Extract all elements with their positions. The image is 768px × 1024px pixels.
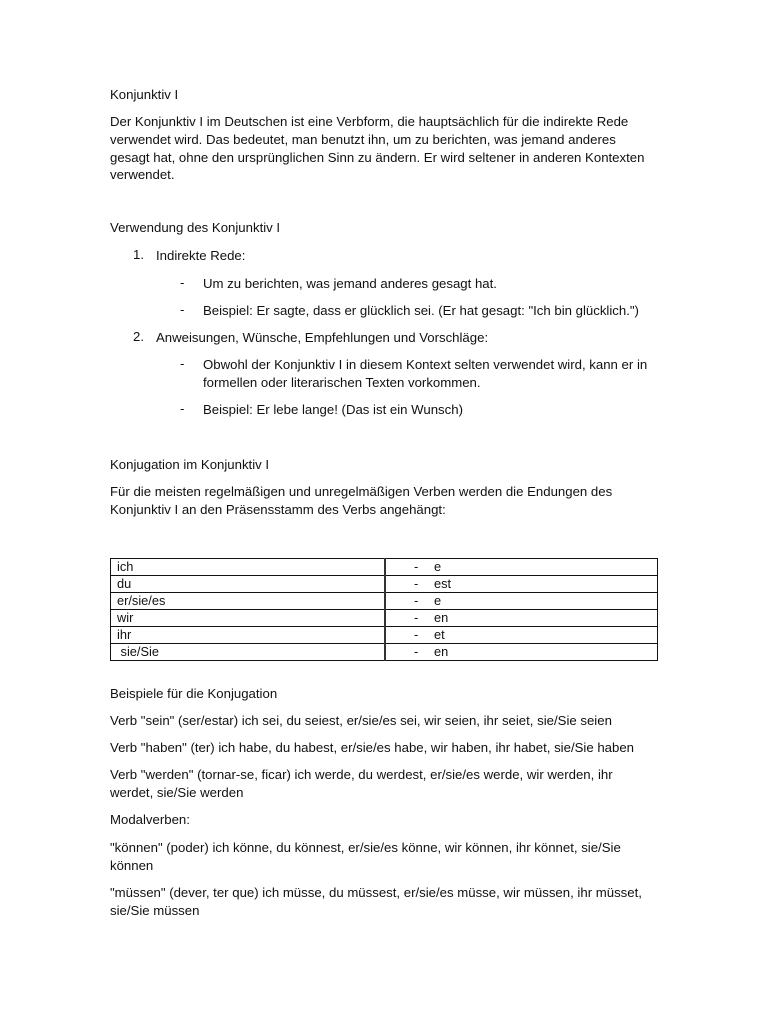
examples-heading: Beispiele für die Konjugation <box>110 686 278 701</box>
ending-text: en <box>434 610 449 625</box>
conjugation-text: Für die meisten regelmäßigen und unregelmäßigen Verben werden die Endungen des Konjunktiv I an den Präsensstamm des Verbs angehängt: <box>110 484 613 517</box>
cell-dash: - <box>414 644 419 659</box>
list-number: 2. <box>133 329 144 344</box>
cell-dash: - <box>414 627 419 642</box>
ending-cell <box>385 610 658 627</box>
list-bullet: Obwohl der Konjunktiv I in diesem Kontext selten verwendet wird, kann er in formellen oder literarischen Texten vorkommen. <box>203 357 648 390</box>
cell-dash: - <box>414 576 419 591</box>
list-bullet: Beispiel: Er sagte, dass er glücklich sei. (Er hat gesagt: "Ich bin glücklich.") <box>203 303 639 318</box>
table-row <box>111 644 658 661</box>
bullet-dash: - <box>180 302 185 317</box>
document-title: Konjunktiv I <box>110 87 179 102</box>
example-line: Verb "werden" (tornar-se, ficar) ich werde, du werdest, er/sie/es werde, wir werden, ihr werdet, sie/Sie werden <box>110 767 613 800</box>
example-line: "müssen" (dever, ter que) ich müsse, du müssest, er/sie/es müsse, wir müssen, ihr müsset, sie/Sie müssen <box>110 885 642 918</box>
cell-dash: - <box>414 610 419 625</box>
bullet-dash: - <box>180 356 185 371</box>
cell-dash: - <box>414 593 419 608</box>
bullet-dash: - <box>180 275 185 290</box>
ending-text: et <box>434 627 445 642</box>
list-bullet: Um zu berichten, was jemand anderes gesagt hat. <box>203 276 497 291</box>
pronoun-cell: du <box>111 576 386 593</box>
example-line: "können" (poder) ich könne, du könnest, er/sie/es könne, wir können, ihr könnet, sie/Sie können <box>110 840 621 873</box>
list-item-label: Indirekte Rede: <box>156 248 246 263</box>
ending-cell <box>385 593 658 610</box>
table-row <box>111 559 658 576</box>
list-number: 1. <box>133 247 144 262</box>
ending-cell <box>385 559 658 576</box>
conjugation-table <box>110 558 658 661</box>
list-item-label: Anweisungen, Wünsche, Empfehlungen und Vorschläge: <box>156 330 489 345</box>
pronoun-cell: sie/Sie <box>111 644 386 661</box>
example-line: Verb "sein" (ser/estar) ich sei, du seiest, er/sie/es sei, wir seien, ihr seiet, sie/Sie seien <box>110 713 612 728</box>
example-line: Modalverben: <box>110 812 190 827</box>
list-bullet: Beispiel: Er lebe lange! (Das ist ein Wunsch) <box>203 402 463 417</box>
pronoun-cell: wir <box>111 610 386 627</box>
cell-dash: - <box>414 559 419 574</box>
pronoun-cell: ich <box>111 559 386 576</box>
table-row <box>111 610 658 627</box>
ending-cell <box>385 627 658 644</box>
table-row <box>111 593 658 610</box>
ending-cell <box>385 576 658 593</box>
ending-cell <box>385 644 658 661</box>
ending-text: e <box>434 559 442 574</box>
pronoun-cell: ihr <box>111 627 386 644</box>
intro-paragraph: Der Konjunktiv I im Deutschen ist eine Verbform, die hauptsächlich für die indirekte Rede verwendet wird. Das bedeutet, man benutzt ihn, um zu berichten, was jemand anderes gesagt hat, ohne den ursprünglichen Sinn zu ändern. Er wird seltener in anderen Kontexten verwendet. <box>110 114 645 183</box>
ending-text: e <box>434 593 442 608</box>
example-line: Verb "haben" (ter) ich habe, du habest, er/sie/es habe, wir haben, ihr habet, sie/Sie haben <box>110 740 635 755</box>
ending-text: en <box>434 644 449 659</box>
bullet-dash: - <box>180 401 185 416</box>
table-row <box>111 576 658 593</box>
usage-heading: Verwendung des Konjunktiv I <box>110 220 281 235</box>
pronoun-cell: er/sie/es <box>111 593 386 610</box>
conjugation-heading: Konjugation im Konjunktiv I <box>110 457 270 472</box>
ending-text: est <box>434 576 452 591</box>
table-row <box>111 627 658 644</box>
